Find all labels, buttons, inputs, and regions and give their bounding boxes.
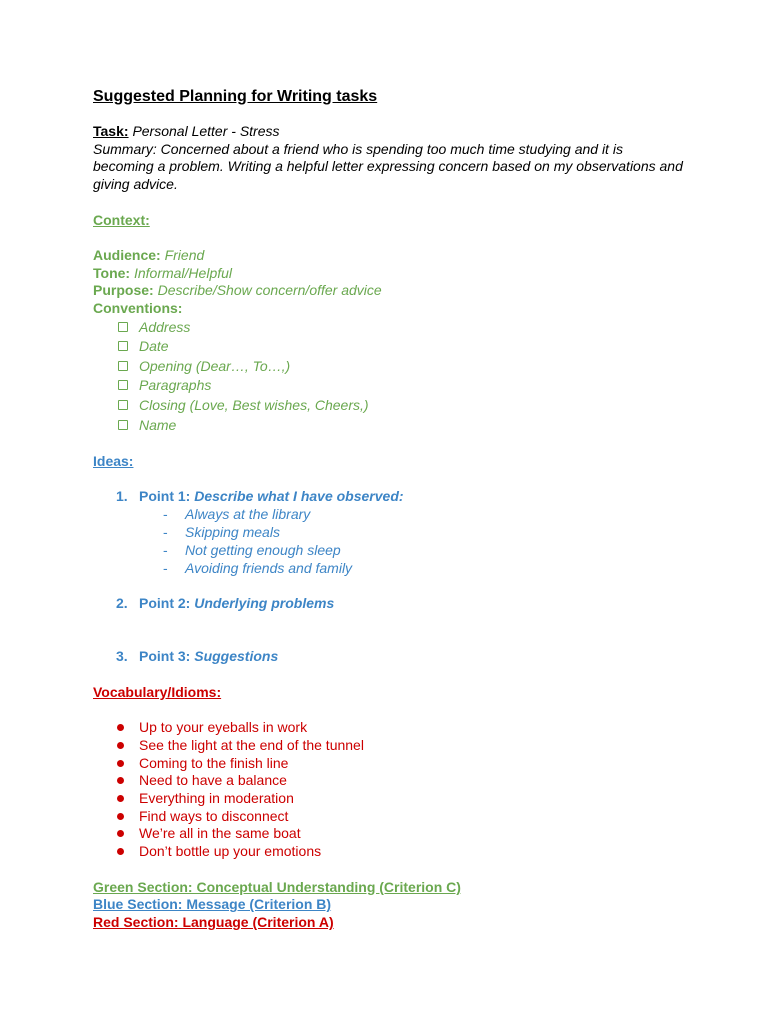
vocabulary-heading: Vocabulary/Idioms:	[93, 683, 222, 700]
checklist-item	[93, 357, 683, 377]
tone-line	[93, 265, 683, 283]
spacer	[93, 471, 683, 489]
bullet-icon	[117, 795, 124, 802]
tone-value: Informal/Helpful	[133, 264, 233, 281]
vocabulary-item	[93, 719, 683, 737]
page-title: Suggested Planning for Writing tasks	[93, 88, 378, 105]
bullet-icon	[117, 760, 124, 767]
checklist-item	[93, 416, 683, 436]
idea-point-3	[93, 648, 683, 666]
detail-item	[93, 560, 683, 578]
task-label: Task:	[93, 123, 129, 139]
legend-blue-section: Blue Section: Message (Criterion B)	[93, 896, 332, 913]
detail-text: Not getting enough sleep	[185, 541, 341, 558]
detail-text: Skipping meals	[185, 523, 280, 540]
vocabulary-text: Up to your eyeballs in work	[139, 719, 308, 736]
bullet-icon	[117, 777, 124, 784]
bullet-icon	[117, 830, 124, 837]
spacer	[93, 861, 683, 879]
vocabulary-item	[93, 790, 683, 808]
point-label: Point 3:	[139, 648, 191, 665]
vocabulary-text: See the light at the end of the tunnel	[139, 736, 364, 753]
checklist-item	[93, 337, 683, 357]
task-line	[93, 123, 683, 141]
task-value: Personal Letter - Stress	[132, 123, 280, 139]
point-number: 2.	[116, 595, 128, 612]
point-1-details	[93, 506, 683, 578]
ideas-heading: Ideas:	[93, 452, 134, 469]
spacer	[93, 435, 683, 453]
checklist-item-label: Name	[139, 416, 177, 433]
vocabulary-text: Need to have a balance	[139, 772, 287, 789]
spacer	[93, 194, 683, 212]
point-title: Describe what I have observed:	[194, 488, 404, 505]
checkbox-icon[interactable]	[118, 380, 128, 390]
checkbox-icon[interactable]	[118, 420, 128, 430]
legend-red-section: Red Section: Language (Criterion A)	[93, 913, 334, 930]
checkbox-icon[interactable]	[118, 341, 128, 351]
checkbox-icon[interactable]	[118, 361, 128, 371]
bullet-icon	[117, 742, 124, 749]
detail-item	[93, 506, 683, 524]
audience-line	[93, 247, 683, 265]
purpose-line	[93, 282, 683, 300]
checklist-item-label: Paragraphs	[139, 377, 212, 394]
checklist-item-label: Opening (Dear…, To…,)	[139, 357, 291, 374]
audience-value: Friend	[164, 246, 205, 263]
vocabulary-item	[93, 772, 683, 790]
spacer	[93, 229, 683, 247]
vocabulary-item	[93, 737, 683, 755]
checkbox-icon[interactable]	[118, 400, 128, 410]
point-number: 1.	[116, 488, 128, 505]
checklist-item-label: Date	[139, 338, 169, 355]
vocabulary-text: Everything in moderation	[139, 790, 294, 807]
checklist-item-label: Closing (Love, Best wishes, Cheers,)	[139, 397, 369, 414]
purpose-label: Purpose:	[93, 282, 154, 299]
vocabulary-text: We’re all in the same boat	[139, 825, 301, 842]
bullet-icon	[117, 724, 124, 731]
spacer	[93, 666, 683, 684]
detail-text: Always at the library	[185, 506, 311, 523]
task-summary: Summary: Concerned about a friend who is spending too much time studying and it is becoming a problem. Writing a helpful letter expressing concern based on my observations and giving advice.	[93, 140, 683, 193]
vocabulary-text: Find ways to disconnect	[139, 807, 289, 824]
dash-marker: -	[163, 541, 168, 558]
checklist-item	[93, 318, 683, 338]
detail-text: Avoiding friends and family	[185, 559, 353, 576]
idea-point-1	[93, 488, 683, 506]
detail-item	[93, 524, 683, 542]
dash-marker: -	[163, 523, 168, 540]
vocabulary-item	[93, 825, 683, 843]
checkbox-icon[interactable]	[118, 322, 128, 332]
spacer	[93, 613, 683, 648]
idea-point-2	[93, 595, 683, 613]
audience-label: Audience:	[93, 246, 161, 263]
document-page	[93, 87, 683, 932]
context-heading: Context:	[93, 211, 150, 228]
bullet-icon	[117, 848, 124, 855]
conventions-checklist	[93, 318, 683, 436]
purpose-value: Describe/Show concern/offer advice	[157, 282, 382, 299]
tone-label: Tone:	[93, 264, 131, 281]
point-label: Point 1:	[139, 488, 191, 505]
vocabulary-item	[93, 755, 683, 773]
vocabulary-text: Don’t bottle up your emotions	[139, 843, 322, 860]
point-label: Point 2:	[139, 595, 191, 612]
point-number: 3.	[116, 648, 128, 665]
conventions-label: Conventions:	[93, 300, 183, 316]
dash-marker: -	[163, 506, 168, 523]
vocabulary-item	[93, 843, 683, 861]
vocabulary-list	[93, 719, 683, 861]
detail-item	[93, 542, 683, 560]
bullet-icon	[117, 813, 124, 820]
spacer	[93, 578, 683, 596]
vocabulary-item	[93, 808, 683, 826]
spacer	[93, 702, 683, 720]
checklist-item-label: Address	[139, 318, 191, 335]
checklist-item	[93, 396, 683, 416]
point-title: Suggestions	[194, 648, 279, 665]
vocabulary-text: Coming to the finish line	[139, 754, 289, 771]
dash-marker: -	[163, 559, 168, 576]
legend-green-section: Green Section: Conceptual Understanding (Criterion C)	[93, 878, 461, 895]
checklist-item	[93, 376, 683, 396]
point-title: Underlying problems	[194, 595, 335, 612]
